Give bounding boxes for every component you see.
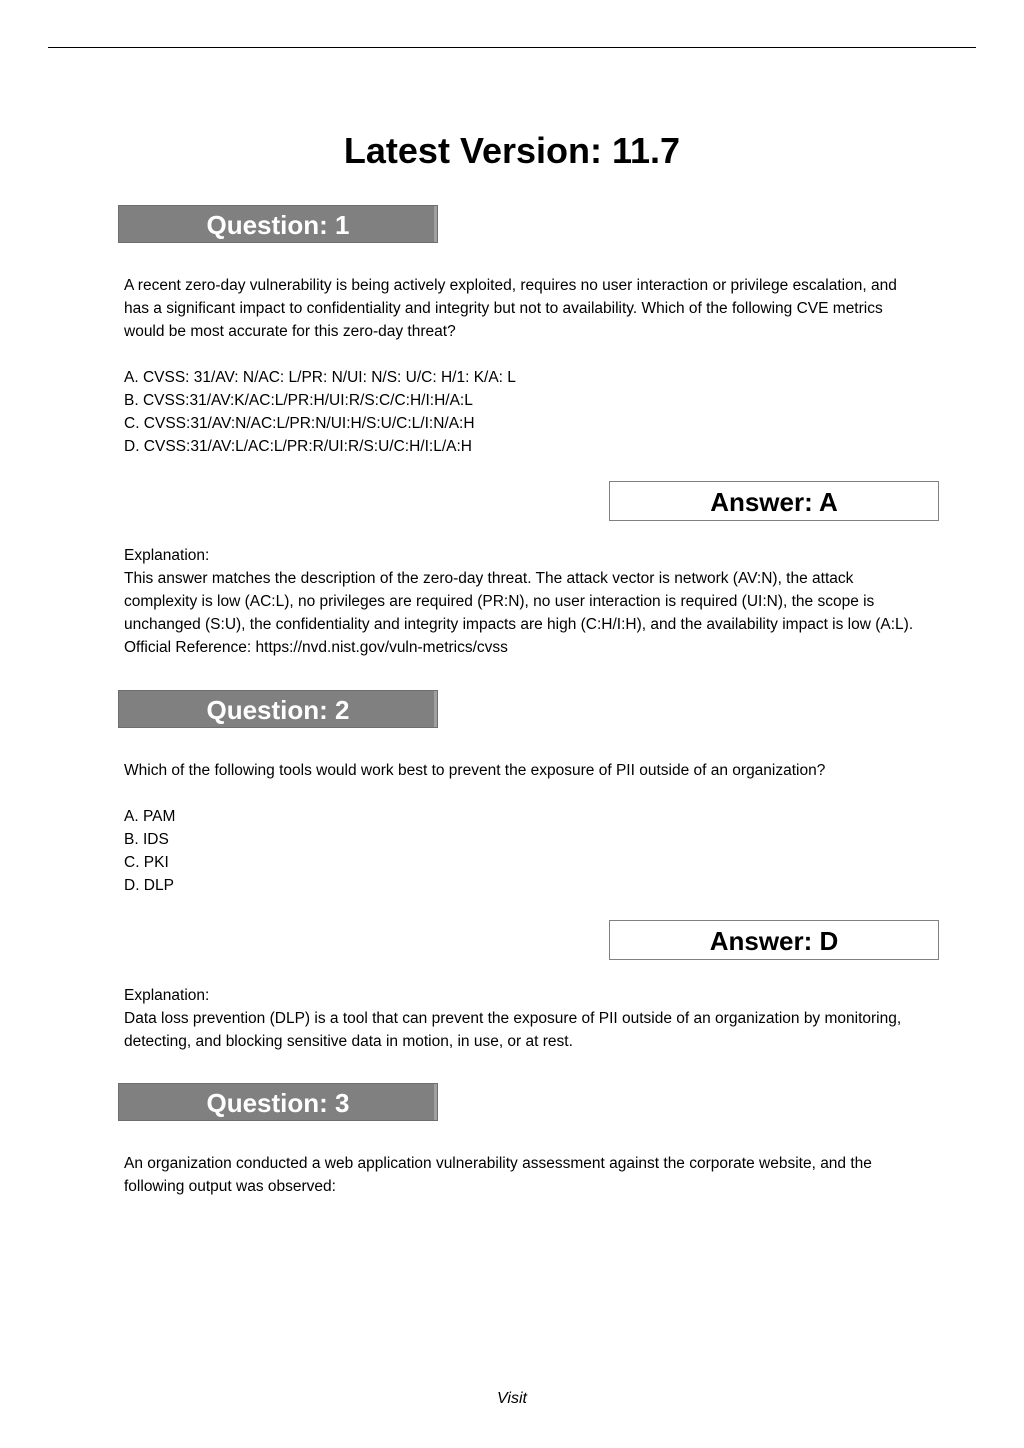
question-2-header bbox=[118, 690, 438, 728]
question-2-explanation-text: Data loss prevention (DLP) is a tool that can prevent the exposure of PII outside of an organization by monitoring, detecting, and blocking sensitive data in motion, in use, or at rest. bbox=[124, 1010, 902, 1050]
question-2-body bbox=[124, 759, 944, 897]
question-2-options bbox=[124, 805, 944, 897]
question-1-header-label: Question: 1 bbox=[206, 210, 350, 240]
question-3-header-label: Question: 3 bbox=[206, 1088, 350, 1118]
question-2-answer: Answer: D bbox=[609, 920, 939, 960]
question-1-explanation-label: Explanation: bbox=[124, 547, 210, 564]
question-2-explanation bbox=[124, 984, 924, 1053]
question-1-explanation-text: This answer matches the description of the zero-day threat. The attack vector is network (AV:N), the attack complexity is low (AC:L), no privileges are required (PR:N), no user interaction is required (UI:N), the scope is unchanged (S:U), the confidentiality and integrity impacts are high (C:H/I:H), and the availability impact is low (A:L). Official Reference: https://nvd.nist.gov/vuln-metrics/cvss bbox=[124, 570, 914, 656]
top-rule bbox=[48, 47, 976, 48]
question-1-explanation bbox=[124, 544, 924, 659]
question-2-header-label: Question: 2 bbox=[206, 695, 350, 725]
question-1-option-d: D. CVSS:31/AV:L/AC:L/PR:R/UI:R/S:U/C:H/I:L/A:H bbox=[124, 438, 472, 455]
question-2-option-a: A. PAM bbox=[124, 808, 176, 825]
question-2-explanation-label: Explanation: bbox=[124, 987, 210, 1004]
question-3-text: An organization conducted a web application vulnerability assessment against the corporate website, and the following output was observed: bbox=[124, 1155, 872, 1195]
page-footer: Visit bbox=[497, 1390, 527, 1407]
question-1-options bbox=[124, 366, 924, 458]
page-title: Latest Version: 11.7 bbox=[343, 130, 681, 171]
question-1-header bbox=[118, 205, 438, 243]
question-2-text: Which of the following tools would work best to prevent the exposure of PII outside of an organization? bbox=[124, 762, 826, 779]
question-2-option-d: D. DLP bbox=[124, 877, 174, 894]
question-1-body bbox=[124, 274, 924, 458]
question-1-option-c: C. CVSS:31/AV:N/AC:L/PR:N/UI:H/S:U/C:L/I:N/A:H bbox=[124, 415, 475, 432]
question-1-option-b: B. CVSS:31/AV:K/AC:L/PR:H/UI:R/S:C/C:H/I:H/A:L bbox=[124, 392, 473, 409]
question-2-option-c: C. PKI bbox=[124, 854, 169, 871]
question-1-text: A recent zero-day vulnerability is being actively exploited, requires no user interaction or privilege escalation, and has a significant impact to confidentiality and integrity but not to availability. Which of the following CVE metrics would be most accurate for this zero-day threat? bbox=[124, 277, 897, 340]
question-1-option-a: A. CVSS: 31/AV: N/AC: L/PR: N/UI: N/S: U/C: H/1: K/A: L bbox=[124, 369, 516, 386]
question-3-header bbox=[118, 1083, 438, 1121]
question-3-body bbox=[124, 1152, 924, 1198]
question-2-option-b: B. IDS bbox=[124, 831, 169, 848]
question-1-answer: Answer: A bbox=[609, 481, 939, 521]
